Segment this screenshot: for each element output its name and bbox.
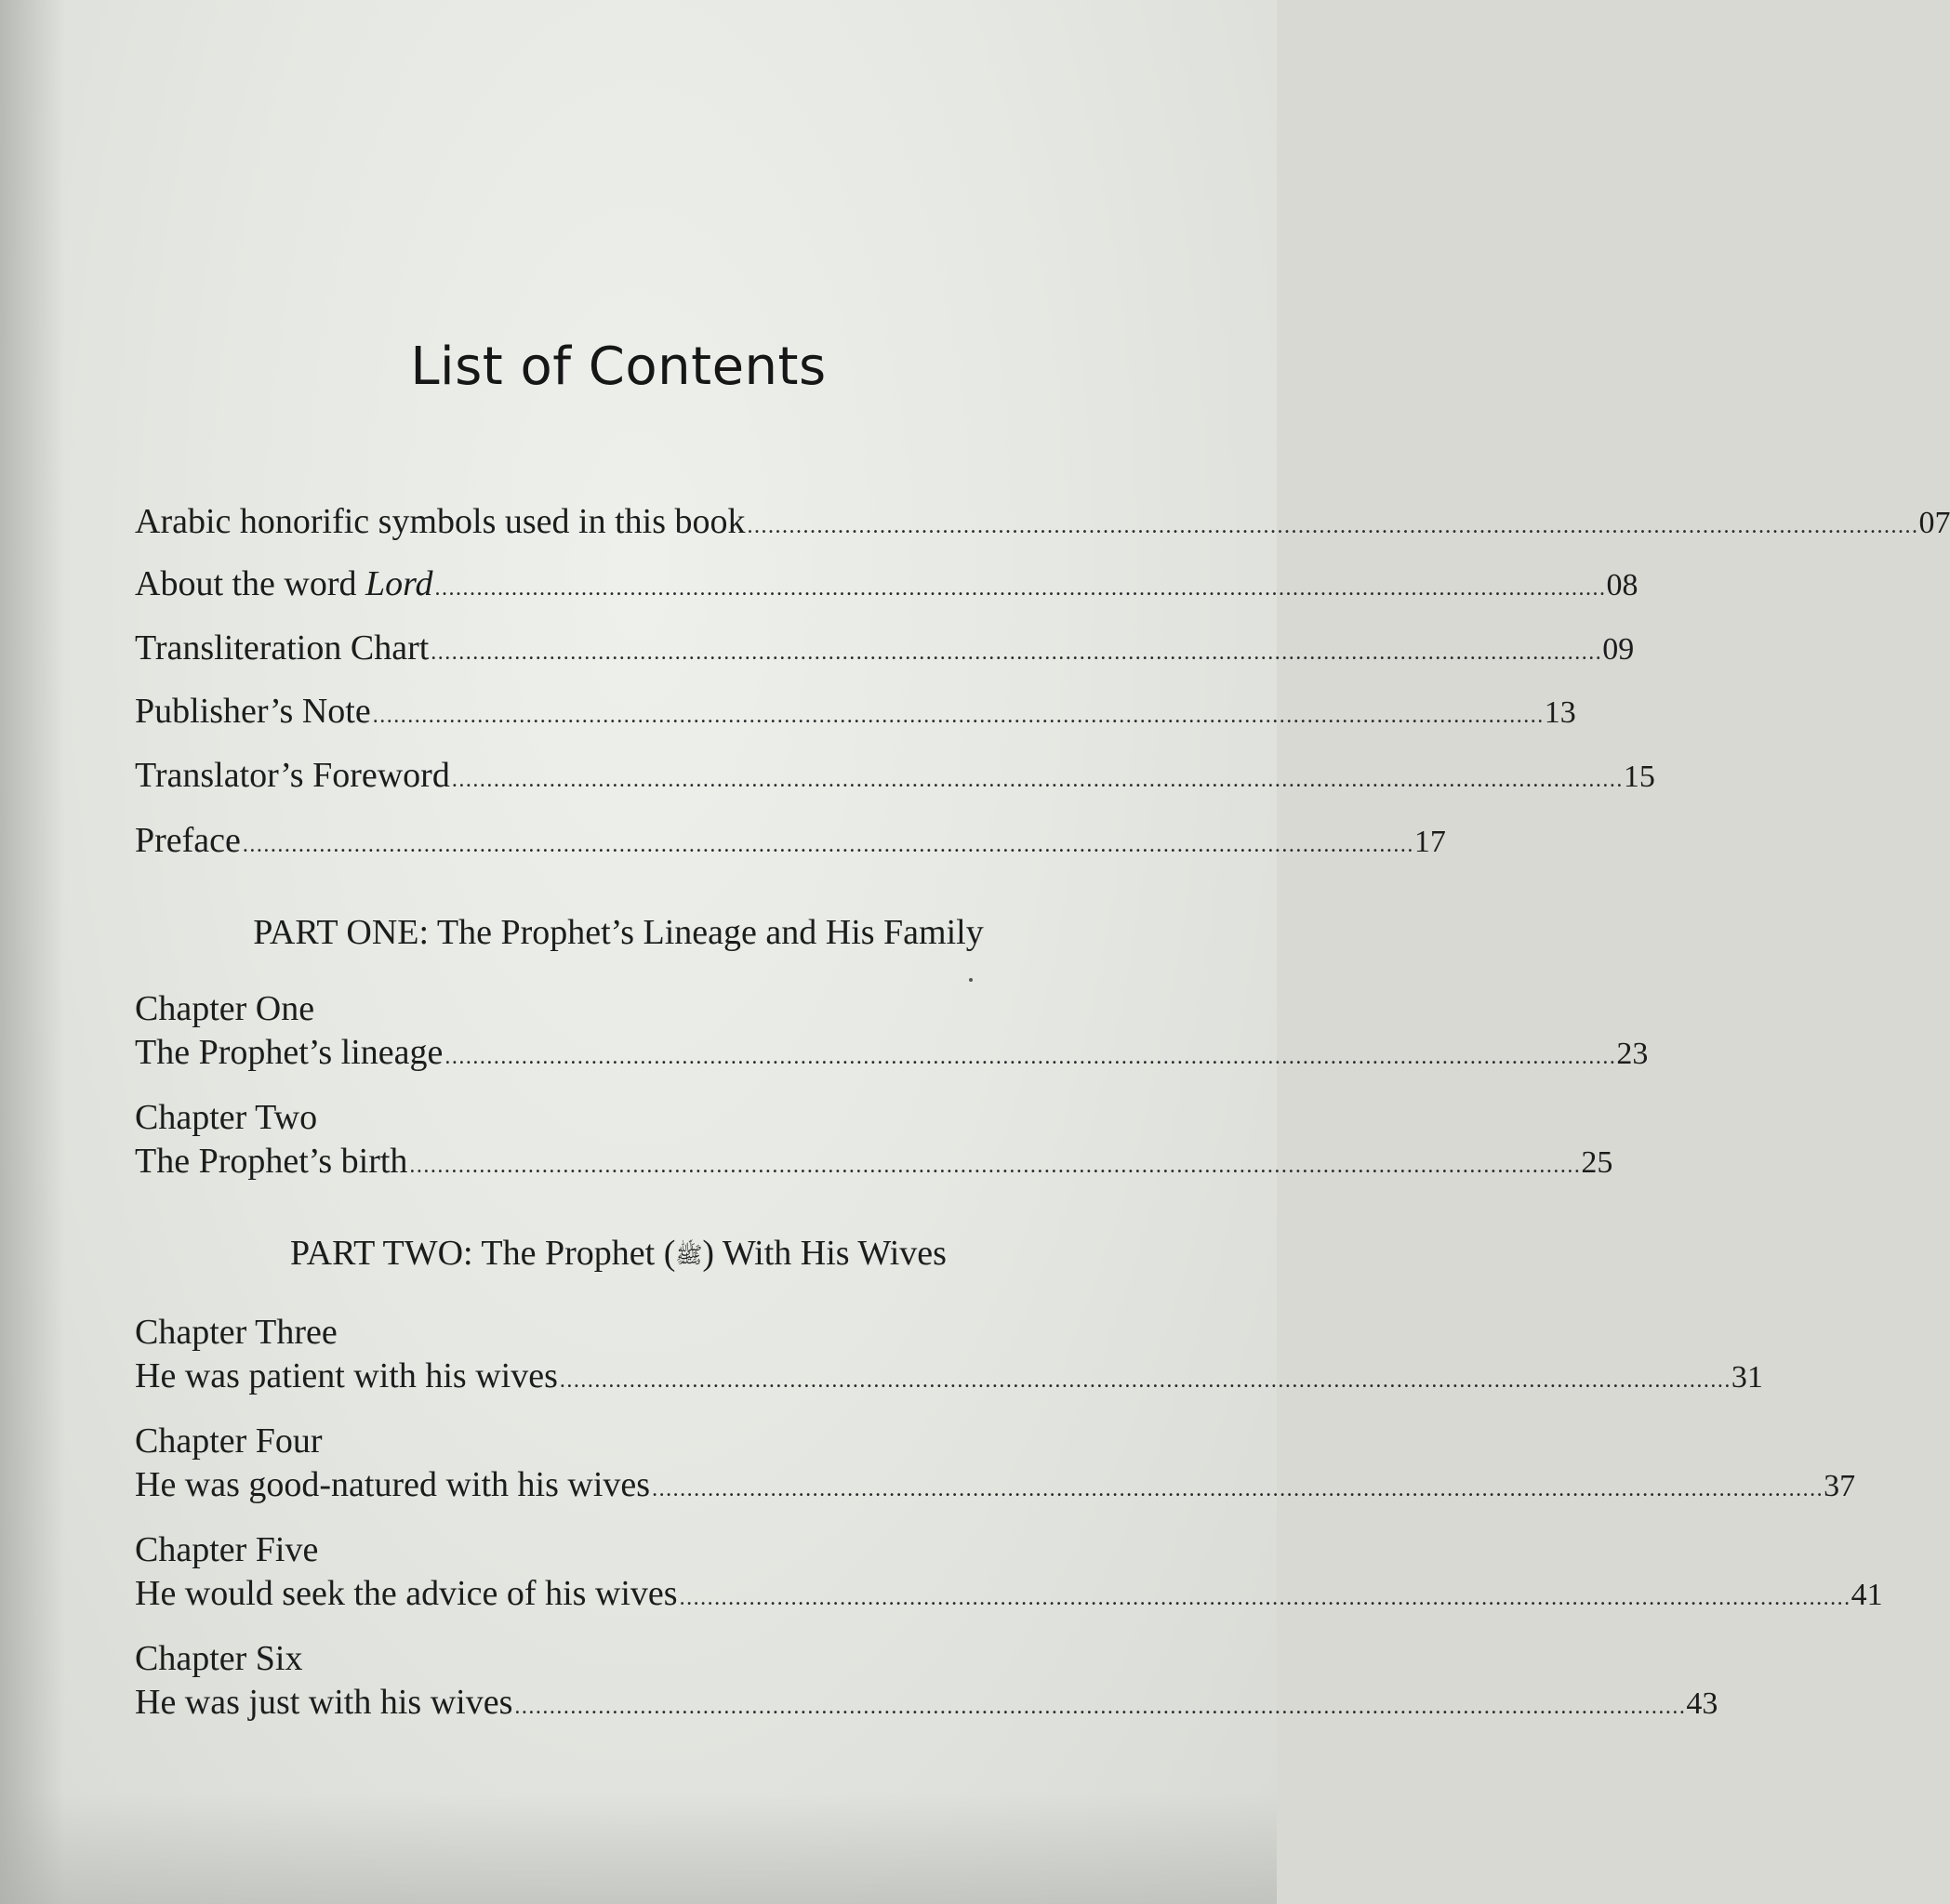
page-bottom-shadow (0, 1792, 1277, 1904)
toc-entry-chapter-three (135, 1353, 1763, 1399)
part-one-heading: PART ONE: The Prophet’s Lineage and His Family (253, 913, 984, 952)
toc-entry-label: He was just with his wives (135, 1683, 513, 1722)
toc-entry-transliteration-chart (135, 625, 1635, 671)
toc-entry-label-prefix: About the word (135, 564, 366, 603)
toc-page-number: 09 (1602, 632, 1635, 667)
toc-entry-label: He would seek the advice of his wives (135, 1574, 678, 1613)
toc-page-number: 08 (1606, 568, 1638, 602)
page-title: List of Contents (410, 337, 827, 397)
toc-entry-label: The Prophet’s lineage (135, 1033, 444, 1072)
toc-entry-chapter-two (135, 1138, 1613, 1184)
toc-page-number: 15 (1623, 760, 1655, 794)
toc-page-number: 31 (1731, 1360, 1763, 1395)
dot-leader: ........................................................................................................................................................................ (444, 1045, 1617, 1069)
toc-page-number: 25 (1581, 1145, 1613, 1180)
chapter-number: Chapter Three (135, 1313, 338, 1352)
toc-entry-label: Publisher’s Note (135, 692, 371, 731)
toc-page-number: 37 (1824, 1469, 1856, 1503)
chapter-number: Chapter Six (135, 1639, 303, 1678)
dot-leader: ........................................................................................................................................................................ (514, 1695, 1687, 1719)
dot-leader: ........................................................................................................................................................................ (372, 704, 1545, 728)
dot-leader: ........................................................................................................................................................................ (451, 768, 1624, 792)
chapter-number: Chapter Five (135, 1530, 319, 1569)
toc-page-number: 41 (1851, 1578, 1883, 1612)
toc-entry-chapter-one (135, 1029, 1649, 1076)
toc-entry-chapter-four (135, 1461, 1856, 1508)
toc-entry-chapter-six (135, 1679, 1718, 1726)
dot-leader: ........................................................................................................................................................................ (431, 641, 1603, 665)
toc-page-number: 43 (1686, 1686, 1718, 1721)
dot-leader: ........................................................................................................................................................................ (242, 833, 1414, 857)
toc-entry-label: Transliteration Chart (135, 628, 430, 668)
toc-entry-label: The Prophet’s birth (135, 1142, 408, 1181)
toc-page-number: 23 (1616, 1037, 1649, 1071)
toc-entry-preface (135, 817, 1446, 864)
chapter-number: Chapter Four (135, 1421, 323, 1461)
toc-entry-about-lord (135, 561, 1638, 607)
toc-entry-label: Arabic honorific symbols used in this book (135, 502, 746, 541)
toc-entry-label: He was patient with his wives (135, 1356, 558, 1395)
dot-leader: ........................................................................................................................................................................ (559, 1368, 1731, 1393)
toc-entry-chapter-five (135, 1570, 1883, 1617)
part-heading-text: ) With His Wives (702, 1234, 947, 1273)
paper-speck (969, 978, 973, 982)
toc-entry-publishers-note (135, 688, 1576, 734)
dot-leader: ........................................................................................................................................................................ (747, 514, 1919, 538)
dot-leader: ........................................................................................................................................................................ (679, 1586, 1851, 1610)
chapter-number: Chapter Two (135, 1098, 318, 1137)
toc-entry-translators-foreword (135, 752, 1655, 799)
toc-page-number: 13 (1544, 695, 1576, 730)
toc-page-number: 17 (1413, 825, 1446, 859)
part-heading-text: PART TWO: The Prophet ( (290, 1234, 676, 1273)
toc-entry-label: Translator’s Foreword (135, 756, 450, 795)
toc-entry-label (135, 561, 433, 607)
toc-entry-label: Preface (135, 821, 241, 860)
toc-entry-label-emphasis: Lord (365, 564, 433, 603)
toc-page-number: 07 (1918, 506, 1950, 540)
honorific-symbol-icon: ﷺ (675, 1244, 703, 1269)
chapter-number: Chapter One (135, 989, 315, 1028)
toc-entry-honorific-symbols (135, 498, 1950, 545)
toc-entry-label: He was good-natured with his wives (135, 1465, 651, 1504)
dot-leader: ........................................................................................................................................................................ (434, 576, 1607, 601)
dot-leader: ........................................................................................................................................................................ (652, 1477, 1824, 1501)
part-two-heading (0, 1230, 1237, 1279)
dot-leader: ........................................................................................................................................................................ (409, 1154, 1582, 1178)
